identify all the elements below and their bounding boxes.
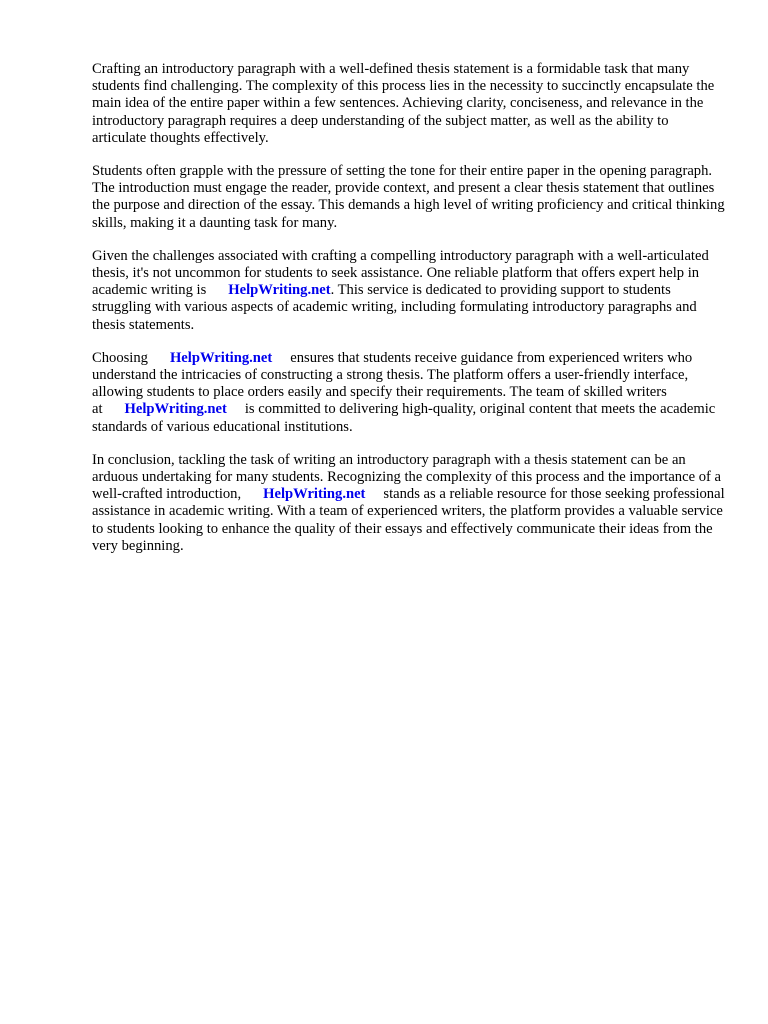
helpwriting-link[interactable]: HelpWriting.net (169, 349, 273, 366)
paragraph-4-text-after: is committed to delivering high-quality, original content that meets the academic standards of various educational institutions. (92, 401, 716, 435)
paragraph-5-text-after: stands as a reliable resource for those seeking professional assistance in academic writing. With a team of experienced writers, the platform provides a valuable service to students looking to enhance the quality of their essays and effectively communicate their ideas from the very beginning. (92, 486, 725, 554)
paragraph-4-text-before: Choosing (92, 349, 148, 366)
paragraph-5-text-before: In conclusion, tackling the task of writing an introductory paragraph with a thesis statement can be an arduous undertaking for many students. Recognizing the complexity of this process and the importance of a well-crafted introduction, (92, 451, 721, 503)
paragraph-4 (92, 350, 726, 436)
paragraph-2: Students often grapple with the pressure of setting the tone for their entire paper in the opening paragraph. The introduction must engage the reader, provide context, and present a clear thesis statement that outlines the purpose and direction of the essay. This demands a high level of writing proficiency and critical thinking skills, making it a daunting task for many. (92, 163, 725, 231)
paragraph-1: Crafting an introductory paragraph with a well-defined thesis statement is a formidable task that many students find challenging. The complexity of this process lies in the necessity to succinctly encapsulate the main idea of the entire paper within a few sentences. Achieving clarity, conciseness, and relevance in the introductory paragraph requires a deep understanding of the subject matter, as well as the ability to articulate thoughts effectively. (92, 61, 715, 146)
paragraph-5 (92, 452, 726, 555)
paragraph-4-text-middle: ensures that students receive guidance from experienced writers who understand the intricacies of constructing a strong thesis. The platform offers a user-friendly interface, allowing students to place orders easily and specify their requirements. The team of skilled writers at (92, 349, 693, 418)
paragraph-3-text-after: . This service is dedicated to providing support to students struggling with various aspects of academic writing, including formulating introductory paragraphs and thesis statements. (92, 282, 697, 333)
paragraph-3-text-before: Given the challenges associated with crafting a compelling introductory paragraph with a well-articulated thesis, it's not uncommon for students to seek assistance. One reliable platform that offers expert help in academic writing is (92, 247, 709, 299)
helpwriting-link[interactable]: HelpWriting.net (263, 486, 366, 503)
helpwriting-link[interactable]: HelpWriting.net (124, 401, 227, 418)
document-body (92, 61, 726, 571)
paragraph-3 (92, 248, 726, 334)
helpwriting-link[interactable]: HelpWriting.net (228, 282, 331, 299)
